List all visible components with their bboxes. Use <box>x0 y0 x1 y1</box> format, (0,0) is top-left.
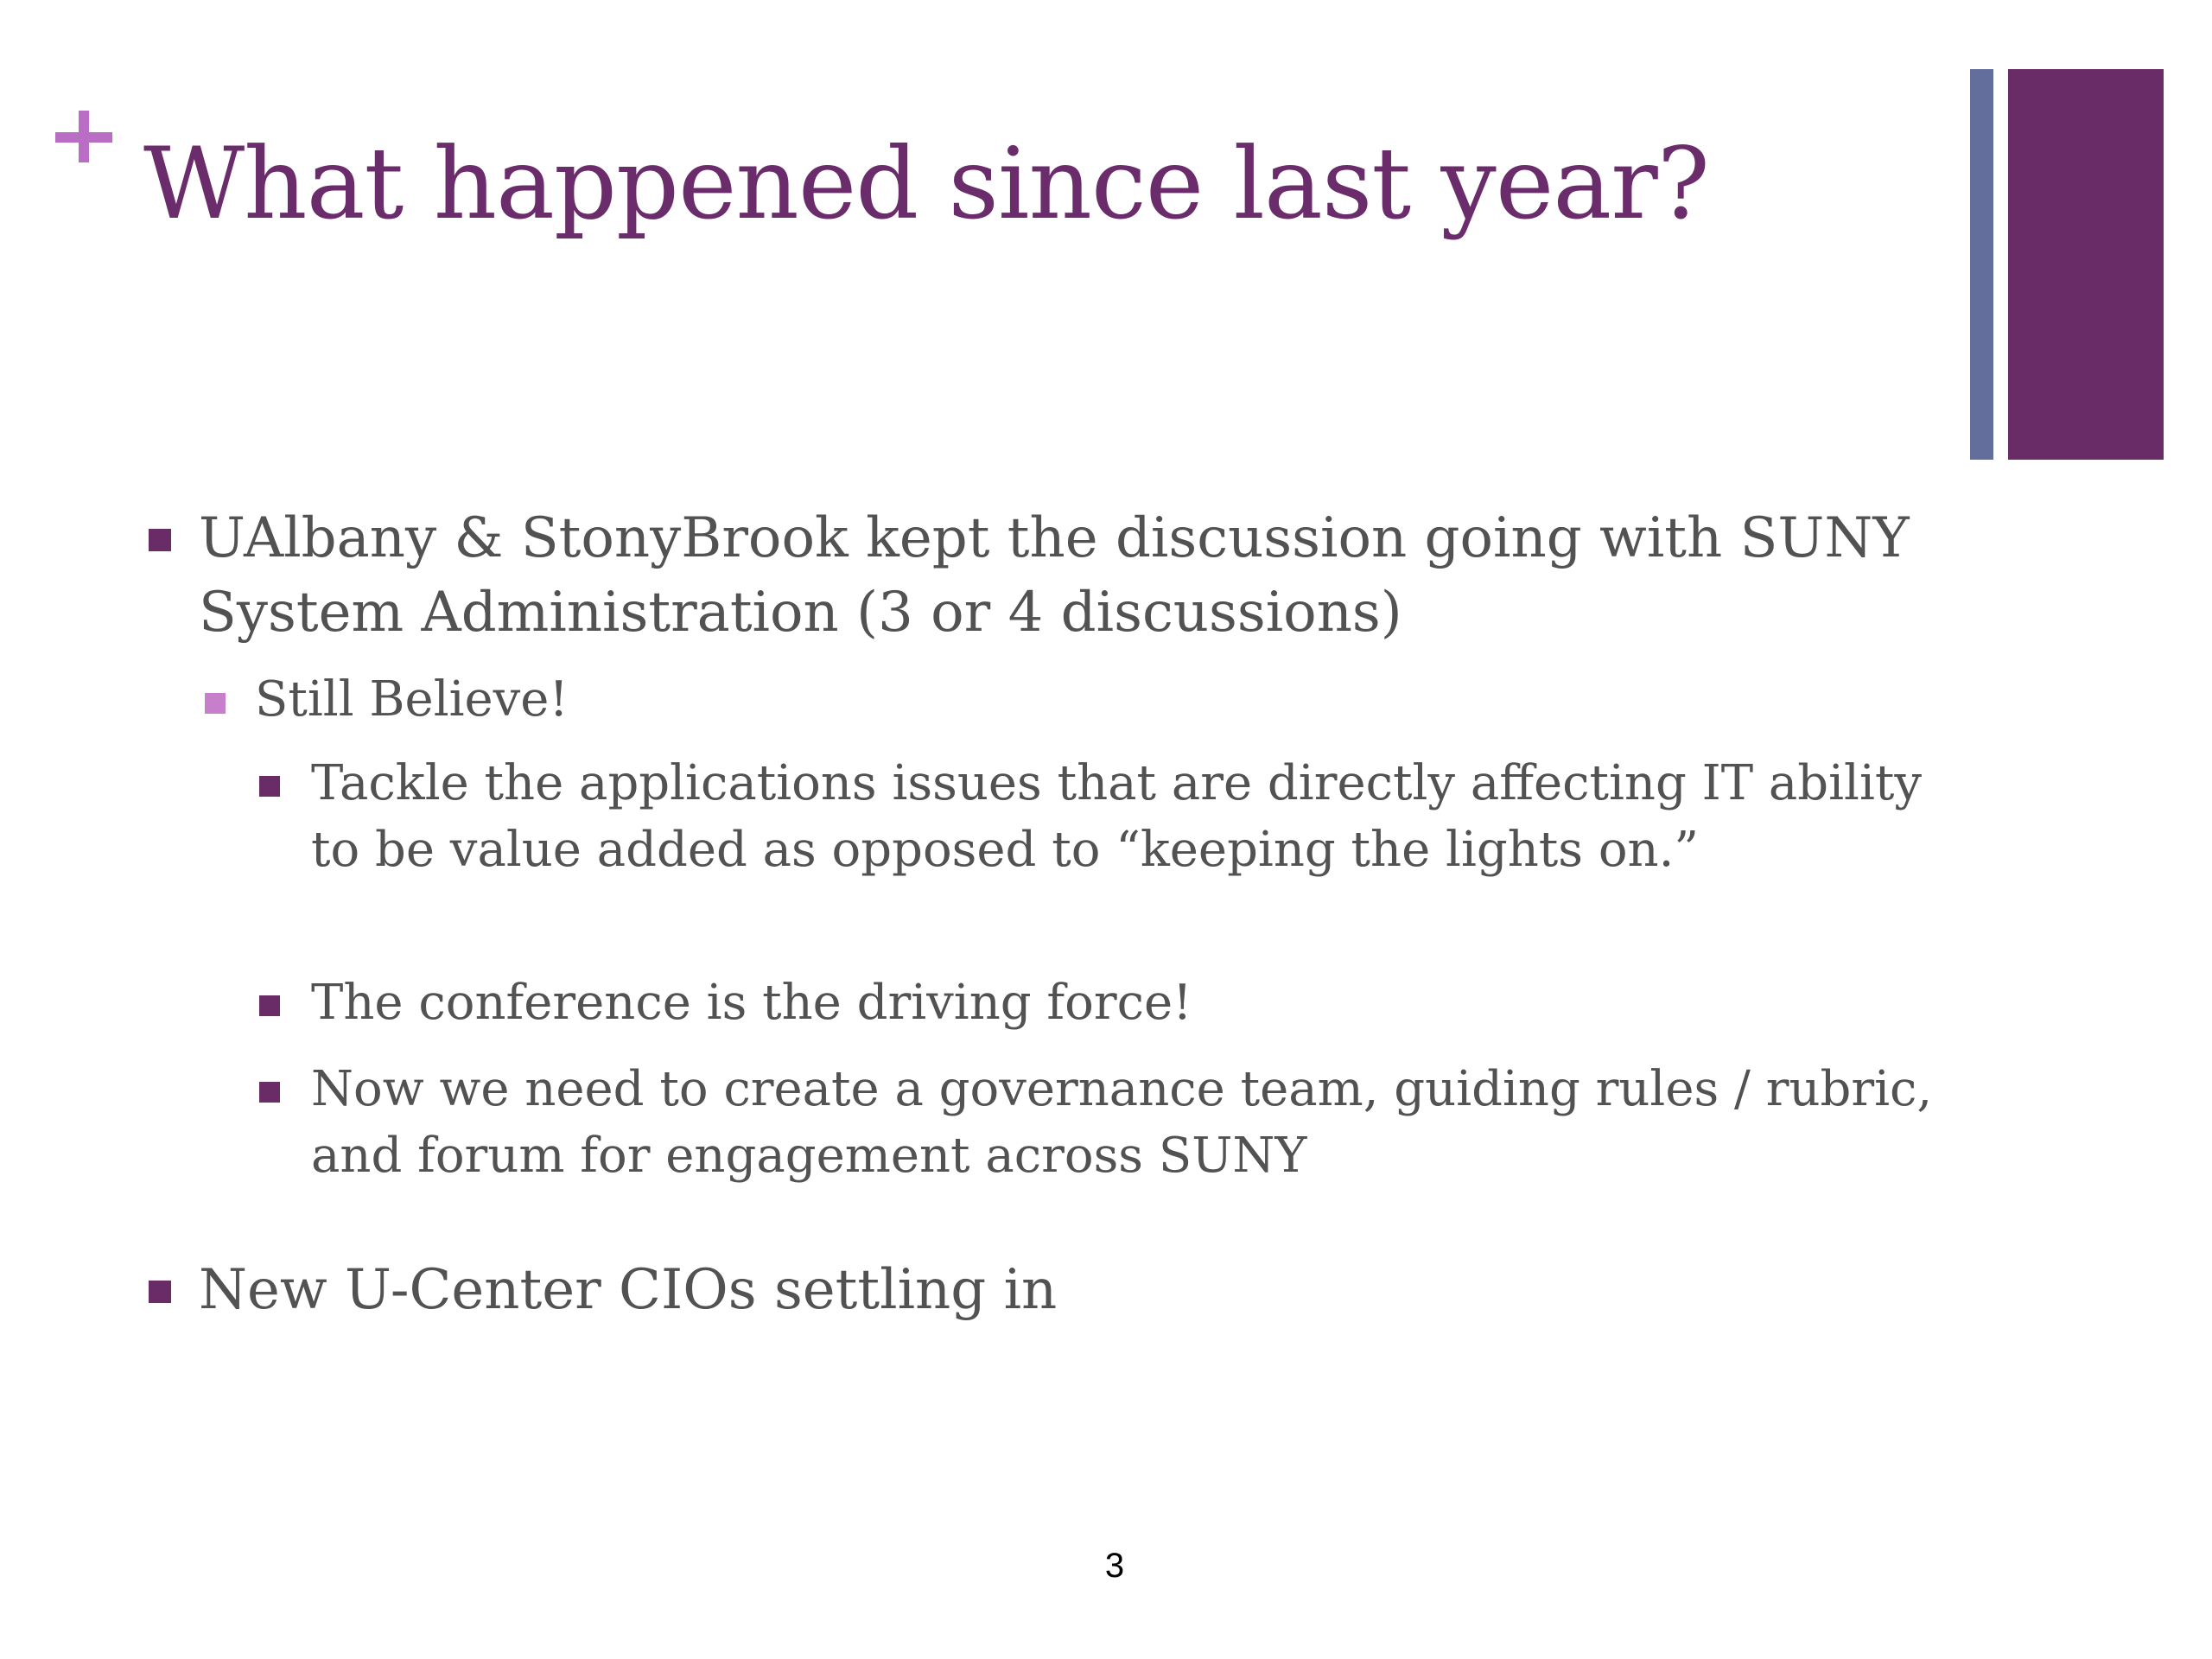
bullet-item-level-3 <box>311 750 1936 883</box>
bullet-text: UAlbany & StonyBrook kept the discussion going with SUNY System Administration (3 or 4 discussions) <box>199 506 1910 645</box>
bullet-text: Tackle the applications issues that are directly affecting IT ability to be value added as opposed to “keeping the lights on.” <box>311 755 1922 878</box>
square-bullet-icon <box>149 529 171 551</box>
square-bullet-icon <box>259 776 280 797</box>
square-bullet-icon <box>259 1082 280 1103</box>
page-number: 3 <box>1104 1547 1125 1585</box>
bullet-text: The conference is the driving force! <box>311 975 1192 1031</box>
bullet-item-level-3 <box>311 1056 1936 1189</box>
square-bullet-icon <box>259 995 280 1016</box>
bullet-text: Now we need to create a governance team, guiding rules / rubric, and forum for engagement across SUNY <box>311 1061 1933 1184</box>
bullet-item-level-1 <box>199 501 1936 650</box>
bullet-item-level-2 <box>255 667 1940 733</box>
square-bullet-icon <box>205 693 226 714</box>
bullet-text: New U-Center CIOs settling in <box>199 1258 1058 1322</box>
bullet-item-level-1 <box>199 1253 1936 1327</box>
bullet-text: Still Believe! <box>255 671 569 728</box>
bullet-item-level-3 <box>311 969 1936 1036</box>
slide-title: What happened since last year? <box>143 126 1709 241</box>
square-bullet-icon <box>149 1281 171 1303</box>
